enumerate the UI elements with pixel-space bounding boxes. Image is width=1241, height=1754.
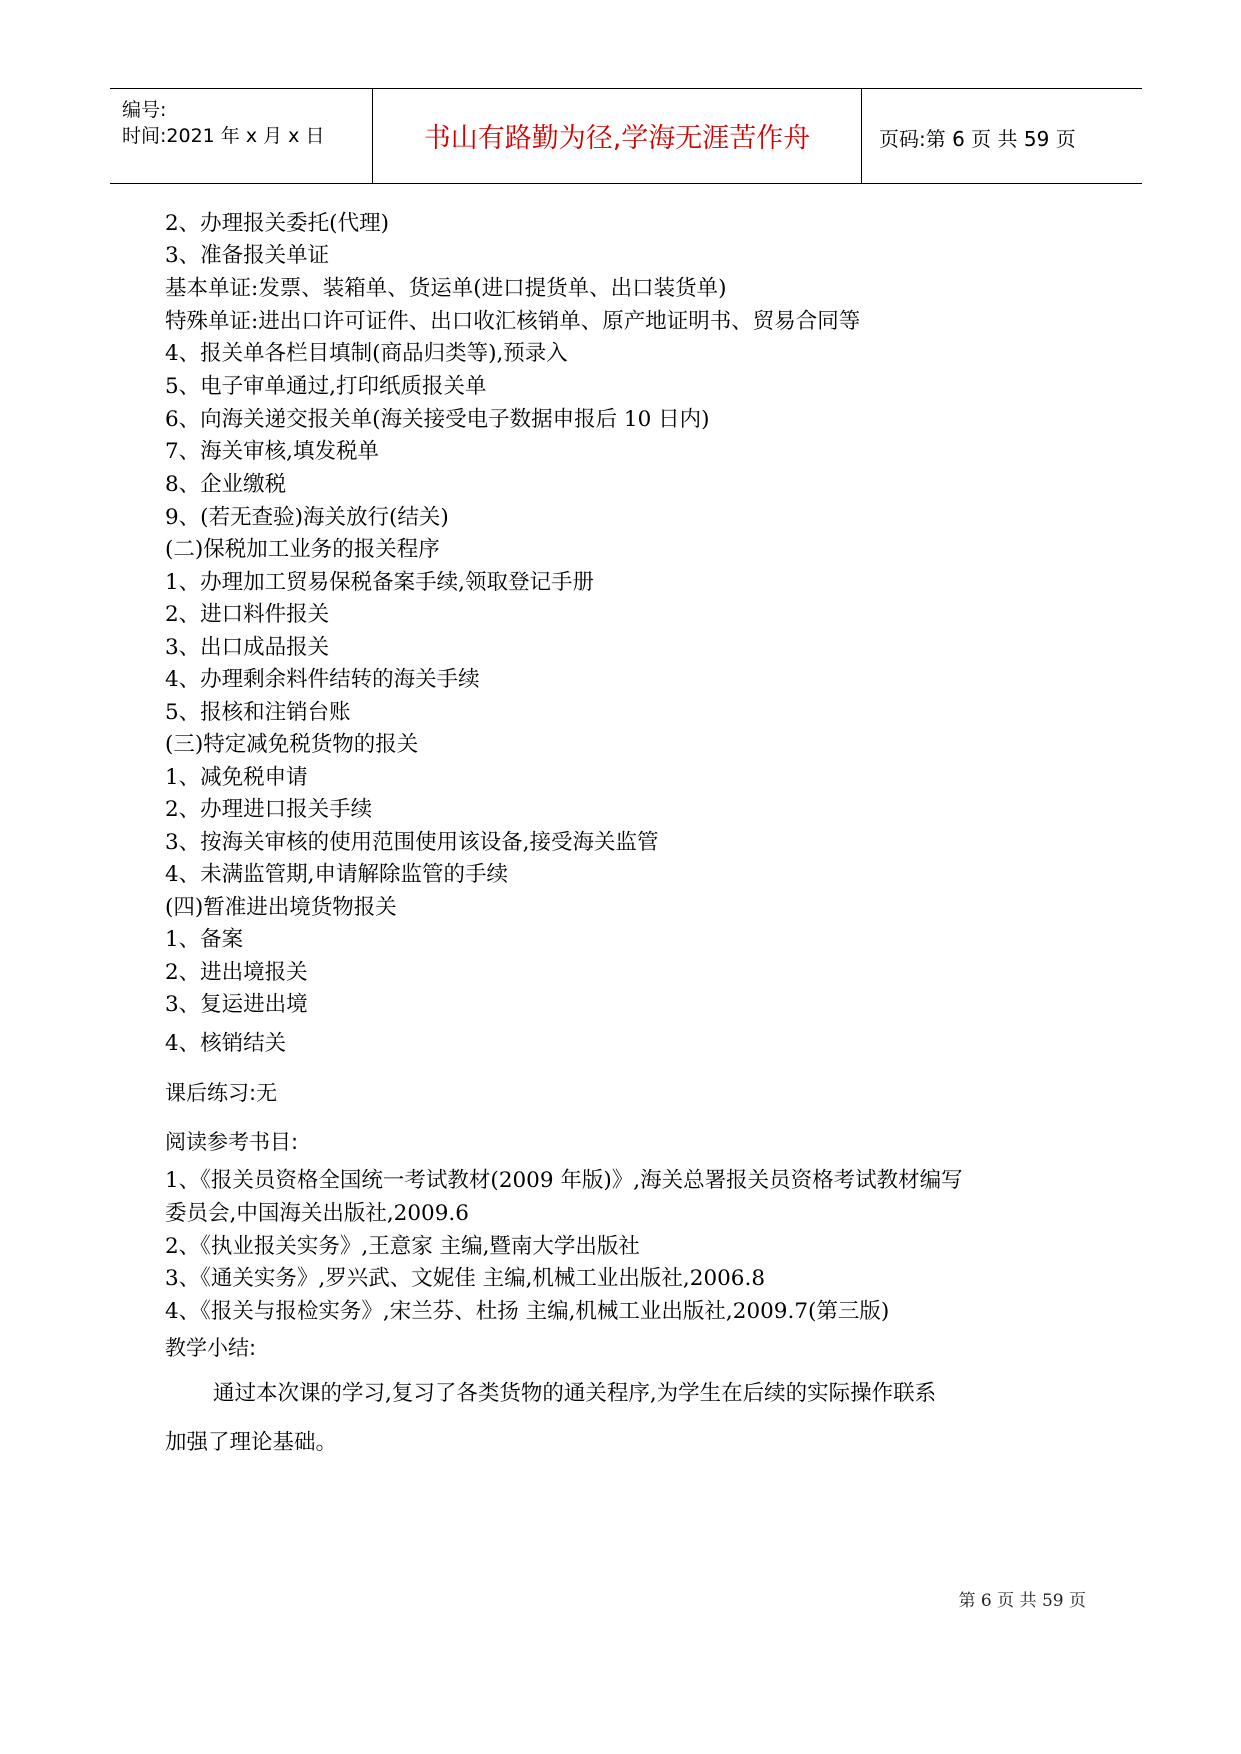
- summary-line: 通过本次课的学习,复习了各类货物的通关程序,为学生在后续的实际操作联系: [213, 1381, 937, 1406]
- body-line: 特殊单证:进出口许可证件、出口收汇核销单、原产地证明书、贸易合同等: [165, 309, 861, 334]
- document-number-label: 编号:: [122, 99, 167, 121]
- header-motto-cell: [372, 89, 862, 183]
- body-line: 5、报核和注销台账: [165, 700, 351, 725]
- exercise-heading: 课后练习:无: [165, 1081, 278, 1105]
- reference-line: 2、《执业报关实务》,王意家 主编,暨南大学出版社: [165, 1234, 640, 1259]
- body-line: 1、办理加工贸易保税备案手续,领取登记手册: [165, 570, 595, 595]
- body-line: 6、向海关递交报关单(海关接受电子数据申报后 10 日内): [165, 407, 710, 432]
- body-line: 3、出口成品报关: [165, 635, 330, 660]
- document-time-label: 时间:2021 年 x 月 x 日: [122, 125, 325, 147]
- body-line: 3、按海关审核的使用范围使用该设备,接受海关监管: [165, 830, 659, 855]
- reference-line: 3、《通关实务》,罗兴武、文妮佳 主编,机械工业出版社,2006.8: [165, 1266, 765, 1291]
- body-line: 2、办理进口报关手续: [165, 797, 373, 822]
- header-page-cell: [861, 89, 1142, 183]
- page-header: [110, 88, 1142, 184]
- body-line: 9、(若无查验)海关放行(结关): [165, 505, 449, 530]
- summary-line: 加强了理论基础。: [165, 1430, 338, 1455]
- section-heading: (三)特定减免税货物的报关: [165, 732, 419, 757]
- body-line: 2、办理报关委托(代理): [165, 211, 389, 236]
- reference-line: 委员会,中国海关出版社,2009.6: [165, 1201, 469, 1226]
- body-line: 3、复运进出境: [165, 992, 308, 1017]
- reference-line: 4、《报关与报检实务》,宋兰芬、杜扬 主编,机械工业出版社,2009.7(第三版): [165, 1299, 890, 1324]
- body-line: 4、办理剩余料件结转的海关手续: [165, 667, 480, 692]
- body-line: 4、核销结关: [165, 1031, 287, 1056]
- header-page-info: 页码:第 6 页 共 59 页: [879, 127, 1076, 151]
- body-line: 4、报关单各栏目填制(商品归类等),预录入: [165, 341, 568, 366]
- page-footer: 第 6 页 共 59 页: [958, 1591, 1086, 1611]
- header-meta-cell: [110, 89, 372, 183]
- body-line: 2、进出境报关: [165, 960, 308, 985]
- body-line: 基本单证:发票、装箱单、货运单(进口提货单、出口装货单): [165, 276, 727, 301]
- body-line: 3、准备报关单证: [165, 243, 330, 268]
- body-line: 7、海关审核,填发税单: [165, 439, 380, 464]
- section-heading: (四)暂准进出境货物报关: [165, 895, 397, 920]
- reference-line: 1、《报关员资格全国统一考试教材(2009 年版)》,海关总署报关员资格考试教材编写: [165, 1168, 963, 1193]
- body-line: 1、减免税申请: [165, 765, 308, 790]
- body-line: 8、企业缴税: [165, 472, 287, 497]
- body-line: 2、进口料件报关: [165, 602, 330, 627]
- body-line: 4、未满监管期,申请解除监管的手续: [165, 862, 509, 887]
- header-motto: 书山有路勤为径,学海无涯苦作舟: [423, 123, 811, 154]
- body-line: 5、电子审单通过,打印纸质报关单: [165, 374, 487, 399]
- summary-heading: 教学小结:: [165, 1336, 257, 1360]
- reading-heading: 阅读参考书目:: [165, 1130, 299, 1154]
- body-line: 1、备案: [165, 927, 244, 952]
- section-heading: (二)保税加工业务的报关程序: [165, 537, 440, 562]
